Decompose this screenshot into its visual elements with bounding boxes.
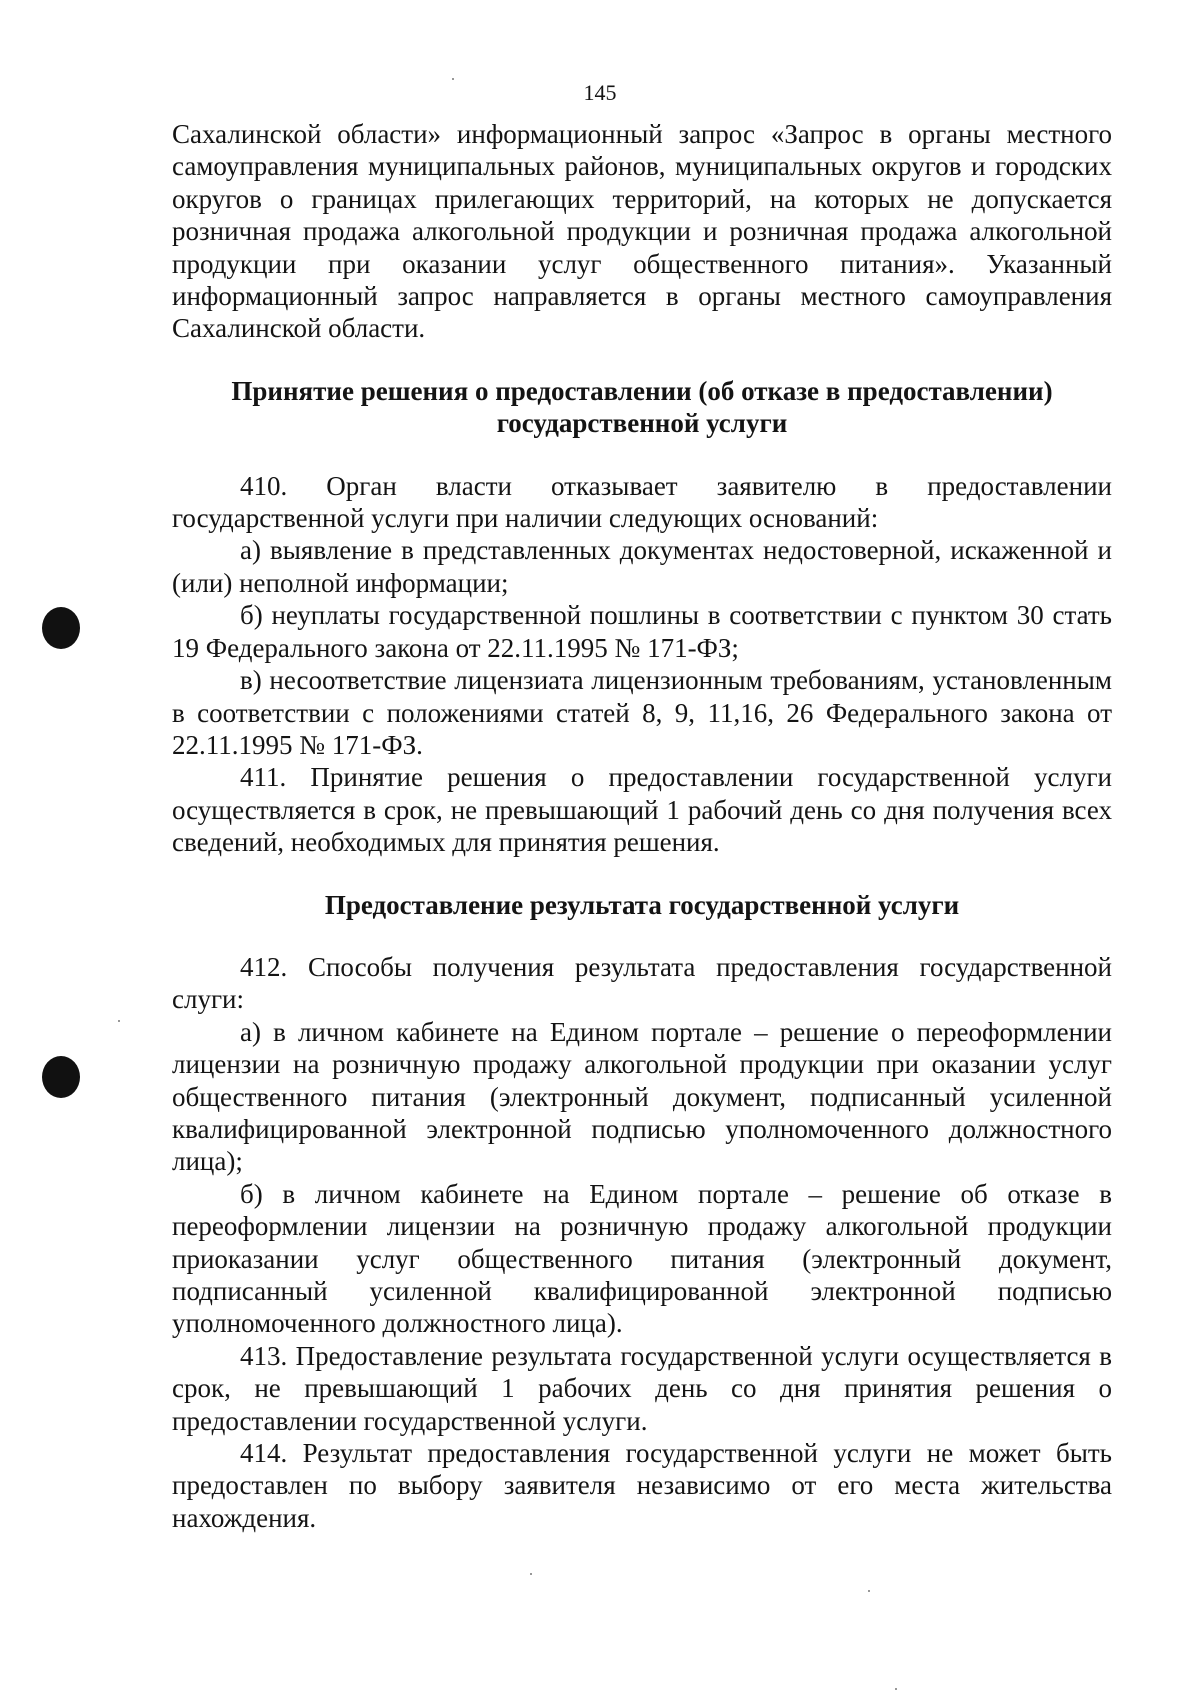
paragraph-412: 412. Способы получения результата предоставления государственной слуги:	[172, 951, 1112, 1015]
punch-hole-lower	[42, 1056, 80, 1098]
scan-speck	[118, 1020, 120, 1022]
heading-line: Принятие решения о предоставлении (об отказе в предоставлении)	[231, 375, 1053, 406]
scan-speck	[530, 1573, 532, 1575]
document-body	[172, 118, 1112, 1534]
paragraph-414: 414. Результат предоставления государственной услуги не может быть предоставлен по выбору заявителя независимо от его места жительства нахождения.	[172, 1438, 1112, 1533]
section-heading-decision	[172, 375, 1112, 440]
list-item-b: б) неуплаты государственной пошлины в соответствии с пунктом 30 стать 19 Федерального закона от 22.11.1995 № 171-ФЗ;	[172, 600, 1112, 663]
scan-speck	[895, 1688, 897, 1690]
heading-line: Предоставление результата государственной услуги	[324, 889, 960, 920]
paragraph-410: 410. Орган власти отказывает заявителю в предоставлении государственной услуги при наличии следующих оснований:	[172, 470, 1112, 534]
list-item-a: а) выявление в представленных документах недостоверной, искаженной и (или) неполной информации;	[172, 535, 1112, 598]
heading-line: государственной услуги	[496, 408, 788, 439]
paragraph-411: 411. Принятие решения о предоставлении государственной услуги осуществляется в срок, не превышающий 1 рабочий день со дня получения всех сведений, необходимых для принятия решения.	[172, 762, 1112, 858]
list-item-c: в) несоответствие лицензиата лицензионным требованиям, установленным в соответствии с положениями статей 8, 9, 11,16, 26 Федерального закона от 22.11.1995 № 171-ФЗ.	[172, 665, 1112, 760]
page-number: 145	[583, 80, 617, 105]
intro-paragraph: Сахалинской области» информационный запрос «Запрос в органы местного самоуправления муниципальных районов, муниципальных округов и городских округов о границах прилегающих территорий, на которых не допускается розничная продажа алкогольной продукции и розничная продажа алкогольной продукции при оказании услуг общественного питания». Указанный информационный запрос направляется в органы местного самоуправления Сахалинской области.	[172, 119, 1112, 344]
scan-speck	[868, 1590, 870, 1592]
list-item-a: а) в личном кабинете на Едином портале – решение о переоформлении лицензии на розничную продажу алкогольной продукции при оказании услуг общественного питания (электронный документ, подписанный усиленной квалифицированной электронной подписью уполномоченного должностного лица);	[172, 1016, 1112, 1177]
punch-hole-upper	[42, 607, 80, 649]
list-item-b: б) в личном кабинете на Едином портале – решение об отказе в переоформлении лицензии на розничную продажу алкогольной продукции приоказании услуг общественного питания (электронный документ, подписанный усиленной квалифицированной электронной подписью уполномоченного должностного лица).	[172, 1178, 1112, 1339]
paragraph-413: 413. Предоставление результата государственной услуги осуществляется в срок, не превышающий 1 рабочих день со дня принятия решения о предоставлении государственной услуги.	[172, 1340, 1112, 1436]
section-heading-result	[172, 889, 1112, 921]
